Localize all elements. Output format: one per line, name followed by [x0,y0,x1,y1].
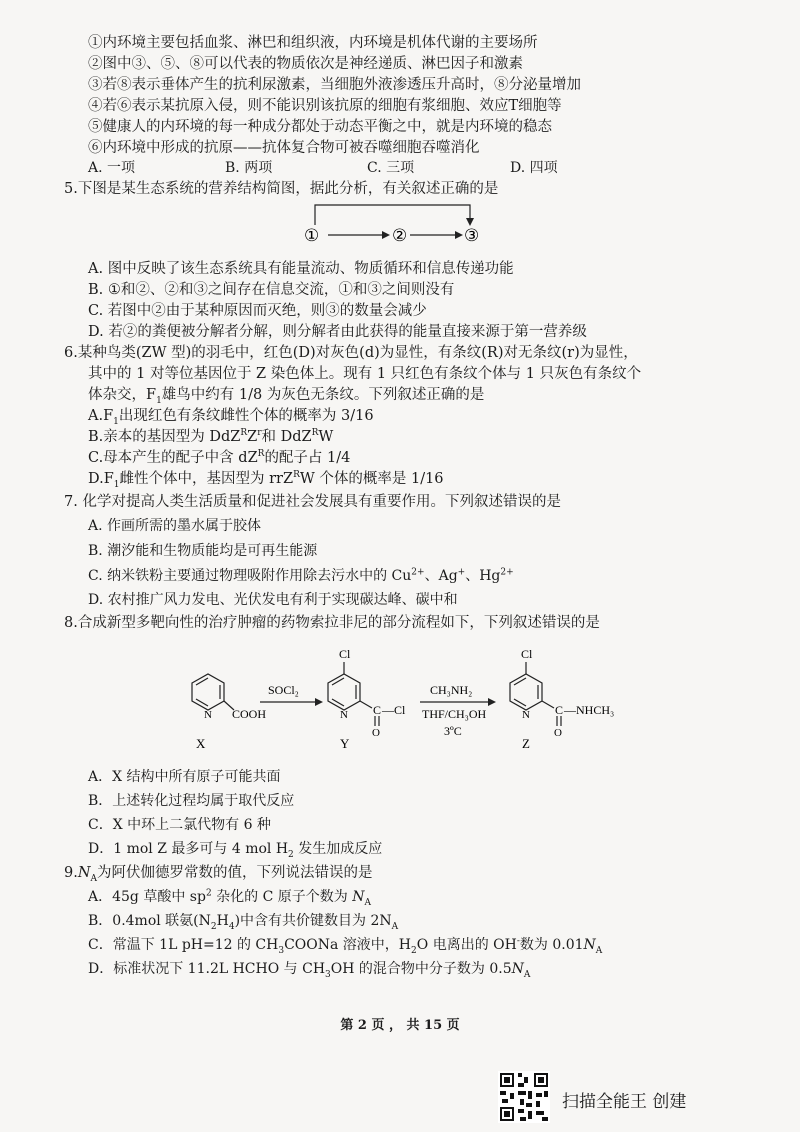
molecule-z [510,662,564,726]
z-nitrogen: N [522,709,530,721]
label-y: Y [340,736,350,751]
q5-option-a: A. 图中反映了该生态系统具有能量流动、物质循环和信息传递功能 [88,261,514,277]
y-carbon: C [373,703,382,717]
q6-stem-1: 6.某种鸟类(ZW 型)的羽毛中，红色(D)对灰色(d)为显性，有条纹(R)对无条纹(r)为显性， [64,345,638,361]
x-nitrogen: N [204,709,212,721]
q7-option-c: C. 纳米铁粉主要通过物理吸附作用除去污水中的 $Cu^{2+}$、Ag+、$Hg^{2+}$ [88,567,514,584]
q4-option-a: A. 一项 [88,160,136,176]
reagent-ch3nh2: CH₃NH₂ [430,683,473,697]
molecule-x [192,674,234,710]
z-oxygen: O [554,727,562,739]
q9-option-b: B．0.4mol 联氨$(N_2H_4)$中含有共价键数目为 $2N_A$ [88,913,399,932]
node-2: ② [392,226,408,245]
q4-item-1: ①内环境主要包括血浆、淋巴和组织液，内环境是机体代谢的主要场所 [88,35,538,51]
q5-option-d: D. 若②的粪便被分解者分解，则分解者由此获得的能量直接来源于第一营养级 [88,324,587,340]
q5-option-c: C. 若图中②由于某种原因而灭绝，则③的数量会减少 [88,303,427,319]
q8-option-c: C．X 中环上二氯代物有 6 种 [88,817,271,833]
q7-option-b: B. 潮汐能和生物质能均是可再生能源 [88,543,318,559]
y-chlorine-top: Cl [339,647,351,661]
q4-option-b: B. 两项 [225,160,273,176]
q4-item-4: ④若⑥表示某抗原入侵，则不能识别该抗原的细胞有浆细胞、效应T细胞等 [88,98,562,114]
q5-option-b: B. ①和②、②和③之间存在信息交流，①和③之间则没有 [88,282,455,298]
z-carbon: C [555,703,564,717]
q4-option-d: D. 四项 [510,160,558,176]
q9-stem: $9.N_A$为阿伏伽德罗常数的值，下列说法错误的是 [64,865,373,884]
label-z: Z [522,736,530,751]
q9-option-a: A．45g 草酸中 $sp^2$ 杂化的 C 原子个数为 $N_A$ [88,888,371,908]
q7-option-d: D. 农村推广风力发电、光伏发电有利于实现碳达峰、碳中和 [88,592,458,608]
q6-option-b: B.亲本的基因型为 $DdZ^RZ^r$和 DdZ$^R$W [88,428,334,445]
q7-stem: 7. 化学对提高人类生活质量和促进社会发展具有重要作用。下列叙述错误的是 [64,494,561,510]
q4-item-6: ⑥内环境中形成的抗原——抗体复合物可被吞噬细胞吞噬消化 [88,140,480,156]
label-x: X [196,736,206,751]
reagent-temp: 3ºC [444,724,462,738]
reagent-socl2: SOCl₂ [268,683,299,697]
q5-stem: 5.下图是某生态系统的营养结构简图，据此分析，有关叙述正确的是 [64,181,499,197]
q8-option-d: D．1 mol Z 最多可与 4 mol $H_2$ 发生加成反应 [88,841,383,860]
q6-stem-3: 体杂交，$F_1$雄鸟中约有 1/8 为灰色无条纹。下列叙述正确的是 [88,387,485,406]
q6-option-d: $D.F_1$雌性个体中，基因型为 rrZ$^R$W 个体的概率是 1/16 [88,470,444,490]
q7-option-a: A. 作画所需的墨水属于胶体 [88,518,262,534]
food-chain-diagram [290,200,500,250]
q4-item-3: ③若⑧表示垂体产生的抗利尿激素，当细胞外液渗透压升高时，⑧分泌量增加 [88,77,581,93]
q8-option-b: B．上述转化过程均属于取代反应 [88,793,295,809]
scanner-watermark: 扫描全能王 创建 [562,1092,687,1112]
y-cl: —Cl [382,703,406,717]
molecule-y [328,662,382,726]
q9-option-d: D．标准状况下 11.2L HCHO 与 $CH_3OH$ 的混合物中分子数为 $0.5N_A$ [88,961,531,980]
y-nitrogen: N [340,709,348,721]
q8-stem: 8.合成新型多靶向性的治疗肿瘤的药物索拉非尼的部分流程如下，下列叙述错误的是 [64,615,600,631]
qr-code-icon [498,1071,550,1123]
q6-option-c: C.母本产生的配子中含 $dZ^R$的配子占 1/4 [88,449,351,466]
z-nhch3: —NHCH₃ [564,703,615,717]
reaction-scheme [160,636,640,758]
node-3: ③ [464,226,480,245]
q4-item-5: ⑤健康人的内环境的每一种成分都处于动态平衡之中，就是内环境的稳态 [88,119,552,135]
q4-option-c: C. 三项 [367,160,415,176]
q8-option-a: A．X 结构中所有原子可能共面 [88,769,281,785]
z-chlorine-top: Cl [521,647,533,661]
y-oxygen: O [372,727,380,739]
x-cooh: COOH [232,707,267,721]
page-footer: 第 2 页 ， 共 15 页 [340,1018,460,1033]
reagent-thf: THF/CH₃OH [422,707,487,721]
node-1: ① [304,226,320,245]
q6-option-a: $A.F_1$出现红色有条纹雌性个体的概率为 3/16 [88,408,374,427]
q4-item-2: ②图中③、⑤、⑧可以代表的物质依次是神经递质、淋巴因子和激素 [88,56,523,72]
q9-option-c: C．常温下 1L pH=12 的 $CH_3COONa$ 溶液中，$H_2O$ 电离出的 OH-数为 $0.01N_A$ [88,936,603,956]
q6-stem-2: 其中的 1 对等位基因位于 Z 染色体上。现有 1 只红色有条纹个体与 1 只灰色有条纹个 [88,366,642,382]
